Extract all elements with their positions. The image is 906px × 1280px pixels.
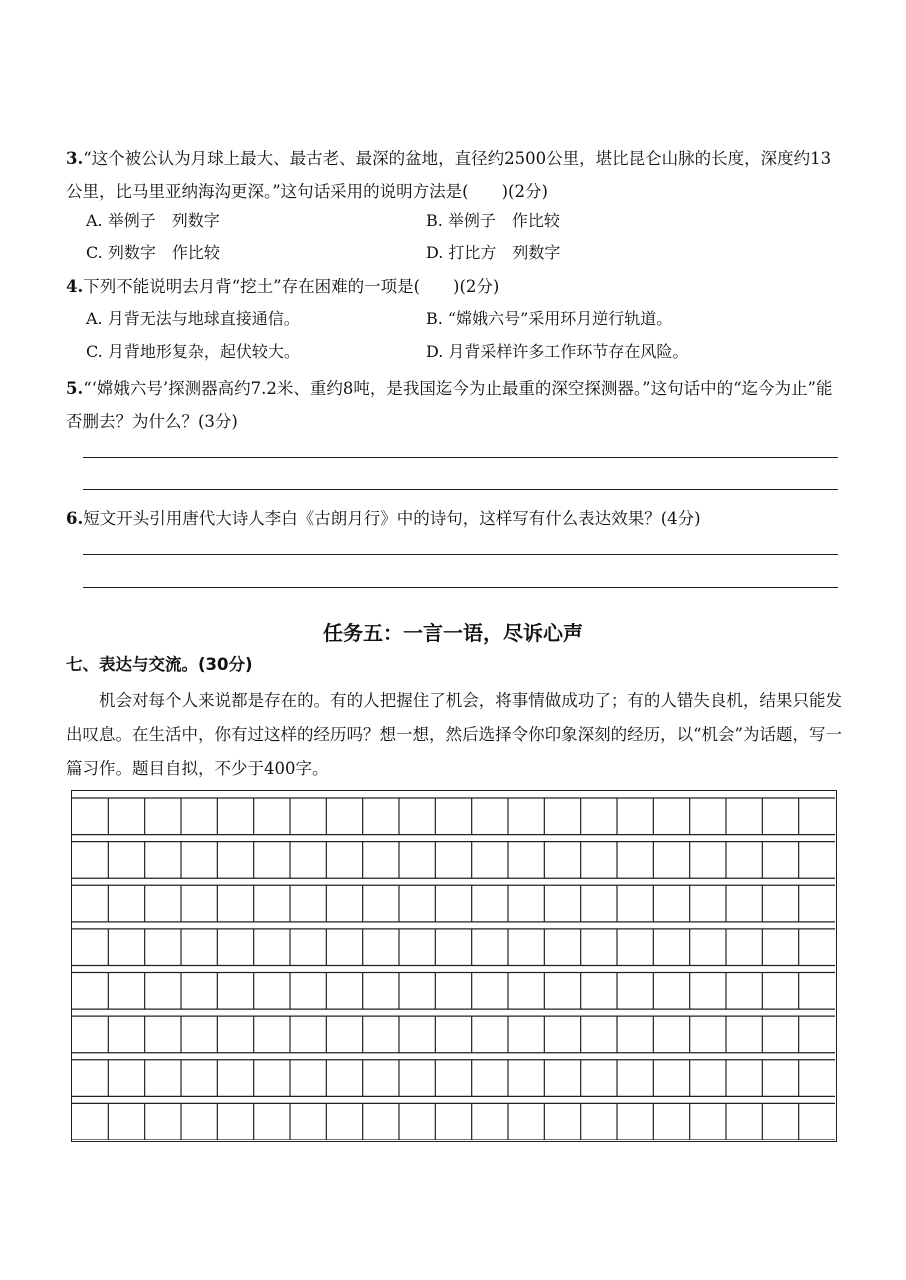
question-text: “‘嫦娥六号’探测器高约7.2米、重约8吨，是我国迄今为止最重的深空探测器。”这句话中的“迄今为止”能否删去？为什么？(3分) (66, 379, 833, 431)
question-5 (66, 372, 846, 438)
writing-grid[interactable] (71, 790, 837, 1142)
question-number: 5. (66, 379, 84, 398)
answer-line[interactable] (83, 587, 838, 588)
question-text: 短文开头引用唐代大诗人李白《古朗月行》中的诗句，这样写有什么表达效果？(4分) (83, 509, 701, 528)
task-title: 任务五：一言一语，尽诉心声 (323, 621, 583, 645)
question-6 (66, 502, 846, 535)
question-number: 3. (66, 149, 84, 168)
question-text: 下列不能说明去月背“挖土”存在困难的一项是( )(2分) (83, 277, 500, 296)
section-heading: 七、表达与交流。(30分) (66, 655, 253, 674)
question-3 (66, 142, 846, 208)
question-number: 6. (66, 509, 84, 528)
answer-line[interactable] (83, 554, 838, 555)
option-c[interactable]: C. 列数字 作比较 (86, 243, 220, 262)
question-text: “这个被公认为月球上最大、最古老、最深的盆地，直径约2500公里，堪比昆仑山脉的长度，深度约13公里，比马里亚纳海沟更深。”这句话采用的说明方法是( )(2分) (66, 149, 832, 201)
option-b[interactable]: B. “嫦娥六号”采用环月逆行轨道。 (426, 309, 673, 328)
answer-line[interactable] (83, 457, 838, 458)
option-b[interactable]: B. 举例子 作比较 (426, 211, 560, 230)
question-4 (66, 270, 846, 303)
option-d[interactable]: D. 月背采样许多工作环节存在风险。 (426, 342, 689, 361)
writing-prompt: 机会对每个人来说都是存在的。有的人把握住了机会，将事情做成功了；有的人错失良机，结果只能发出叹息。在生活中，你有过这样的经历吗？想一想，然后选择令你印象深刻的经历，以“机会”为话题，写一篇习作。题目自拟，不少于400字。 (66, 691, 842, 778)
option-d[interactable]: D. 打比方 列数字 (426, 243, 561, 262)
option-a[interactable]: A. 月背无法与地球直接通信。 (86, 309, 300, 328)
option-c[interactable]: C. 月背地形复杂，起伏较大。 (86, 342, 300, 361)
grid-lines (72, 791, 835, 1140)
question-number: 4. (66, 277, 84, 296)
option-a[interactable]: A. 举例子 列数字 (86, 211, 220, 230)
answer-line[interactable] (83, 489, 838, 490)
